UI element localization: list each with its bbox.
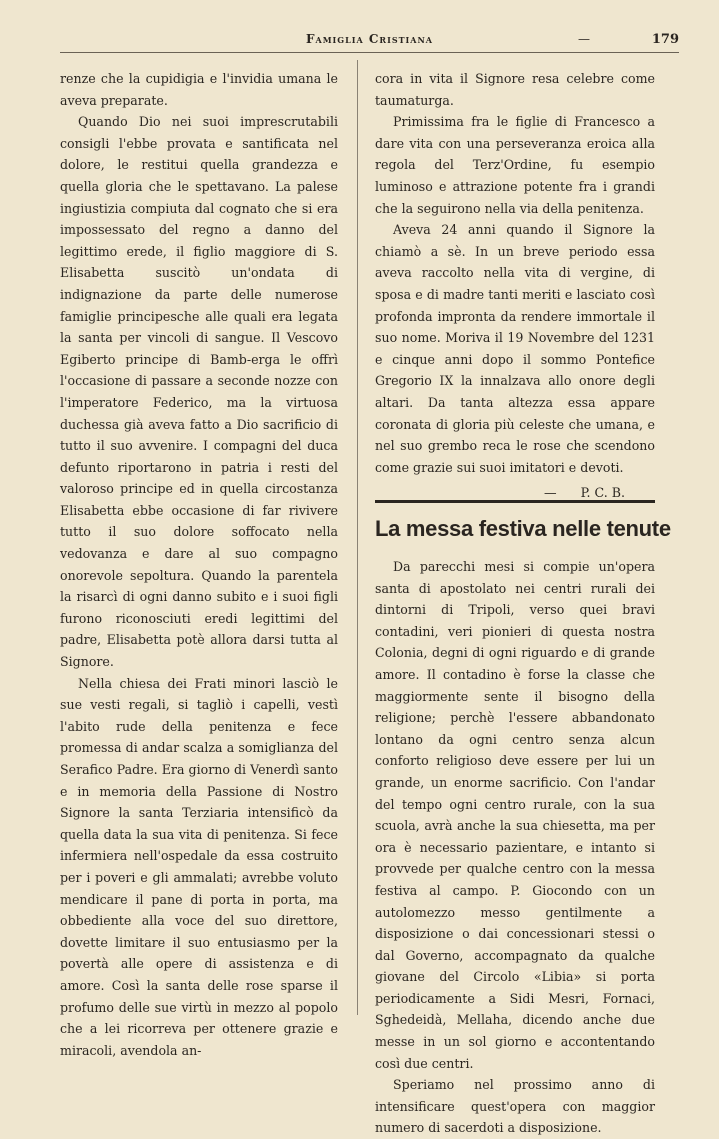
page-number: 179 xyxy=(651,32,679,47)
left-paragraph-2: Quando Dio nei suoi imprescrutabili consigli l'ebbe provata e santificata nel dolore, le restitui quella grandezza e quella gloria che le spettavano. La palese ingiustizia compiuta dal cognato che si era impossessato del regno a danno del legittimo erede, il figlio maggiore di S. Elisabetta suscitò un'ondata di indignazione da parte delle numerose famiglie principesche alle quali era legata la santa per vincoli di sangue. Il Vescovo Egiberto principe di Bamb-erga le offrì l'occasione di passare a seconde nozze con l'imperatore Federico, ma la virtuosa duchessa già aveva fatto a Dio sacrificio di tutto il suo avvenire. I compagni del duca defunto riportarono in patria i resti del valoroso principe ed in quella circostanza Elisabetta ebbe occasione di far rivivere tutto il suo dolore soffocato nella vedovanza e dare al suo compagno onorevole sepoltura. Quando la parentela la risarcì di ogni danno subito e i suoi figli furono riconosciuti eredi legittimi del padre, Elisabetta potè allora darsi tutta al Signore. xyxy=(60,114,338,670)
signature: P. C. B. xyxy=(580,485,625,501)
running-title: Famiglia Cristiana xyxy=(305,32,434,46)
left-paragraph-3: Nella chiesa dei Frati minori lasciò le sue vesti regali, si tagliò i capelli, vestì l'abito rude della penitenza e fece promessa di andar scalza a somiglianza del Serafico Padre. Era giorno di Venerdì santo e in memoria della Passione di Nostro Signore la santa Terziaria intensificò da quella data la sua vita di penitenza. Si fece infermiera nell'ospedale da essa costruito per i poveri e gli ammalati; avrebbe voluto mendicare il pane di porta in porta, ma obbediente alla voce del suo direttore, dovette limitare il suo entusiasmo per la povertà alle opere di assistenza e di amore. Così la santa delle rose sparse il profumo delle sue virtù in mezzo al popolo che a lei ricorreva per ottenere grazie e miracoli, avendola an- xyxy=(60,675,338,1058)
right-paragraph-2: Primissima fra le figlie di Francesco a dare vita con una perseveranza eroica alla regola del Terz'Ordine, fu esempio luminoso e attrazione potente fra i grandi che la seguirono nella via della penitenza. xyxy=(375,114,655,216)
header-rule xyxy=(60,52,679,53)
signature-dash: — xyxy=(543,485,557,501)
left-paragraph-1: renze che la cupidigia e l'invidia umana le aveva preparate. xyxy=(60,71,338,108)
column-separator xyxy=(357,60,358,1015)
header-dash: — xyxy=(578,32,590,46)
right-column-top xyxy=(375,68,655,504)
right-paragraph-3: Aveva 24 anni quando il Signore la chiamò a sè. In un breve periodo essa aveva raccolto nella vita di vergine, di sposa e di madre tanti meriti e lasciato così profonda impronta da rendere immortale il suo nome. Moriva il 19 Novembre del 1231 e cinque anni dopo il sommo Pontefice Gregorio IX la innalzava allo onore degli altari. Da tanta altezza essa appare coronata di gloria più celeste che umana, e nel suo grembo reca le rose che scendono come grazie sui suoi imitatori e devoti. xyxy=(375,222,655,475)
section-rule xyxy=(375,500,655,503)
right-paragraph-1: cora in vita il Signore resa celebre come taumaturga. xyxy=(375,71,655,108)
article-body xyxy=(375,556,655,1139)
article-heading: La messa festiva nelle tenute xyxy=(375,516,671,541)
left-column xyxy=(60,68,338,1061)
page-header xyxy=(60,32,679,52)
article-paragraph-2: Speriamo nel prossimo anno di intensificare quest'opera con maggior numero di sacerdoti a disposizione. xyxy=(375,1077,655,1136)
article-paragraph-1: Da parecchi mesi si compie un'opera santa di apostolato nei centri rurali dei dintorni di Tripoli, verso quei bravi contadini, veri pionieri di questa nostra Colonia, degni di ogni riguardo e di grande amore. Il contadino è forse la classe che maggiormente sente il bisogno della religione; perchè l'essere abbandonato lontano da ogni centro senza alcun conforto religioso deve essere per lui un grande, un enorme sacrificio. Con l'andar del tempo ogni centro rurale, con la sua scuola, avrà anche la sua chiesetta, ma per ora è necessario pazientare, e intanto si provvede per qualche centro con la messa festiva al campo. P. Giocondo con un autolomezzo messo gentilmente a disposizione o dai concessionari stessi o dal Governo, accompagnato da qualche giovane del Circolo «Libia» si porta periodicamente a Sidi Mesri, Fornaci, Sghedeidà, Mellaha, dicendo anche due messe in un sol giorno e accontentando così due centri. xyxy=(375,559,655,1071)
